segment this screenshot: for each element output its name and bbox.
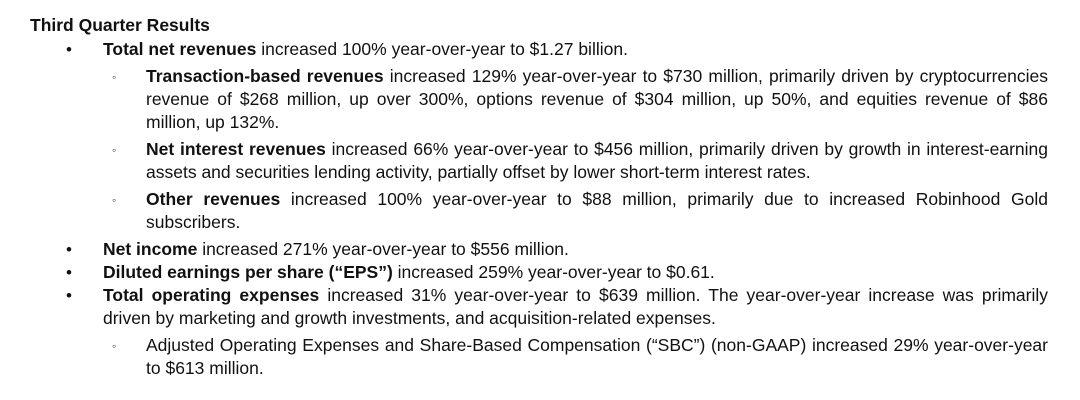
item-heading: Total operating expenses [103,285,320,305]
list-item-total-net-revenues [30,38,1048,61]
list-item-transaction-based-revenues [30,65,1048,134]
item-text: increased 259% year-over-year to $0.61. [392,262,715,282]
item-text: increased 31% year-over-year to $639 million. The year-over-year increase was primarily driven by marketing and growth investments, and acquisition-related expenses. [103,285,1049,328]
item-text: increased 66% year-over-year to $456 million, primarily driven by growth in interest-earning assets and securities lending activity, partially offset by lower short-term interest rates. [146,139,1049,182]
list-item-net-interest-revenues [30,138,1048,184]
sub-bullet-icon: ◦ [112,70,117,84]
item-text: Adjusted Operating Expenses and Share-Based Compensation (“SBC”) (non-GAAP) increased 29% year-over-year to $613 million. [146,335,1048,378]
item-text: increased 100% year-over-year to $1.27 billion. [256,39,628,59]
item-heading: Other revenues [146,189,281,209]
item-heading: Diluted earnings per share (“EPS”) [103,262,393,282]
item-text: increased 100% year-over-year to $88 million, primarily due to increased Robinhood Gold subscribers. [146,189,1048,232]
item-heading: Net income [103,239,198,259]
bullet-icon: • [66,286,72,305]
list-item-total-operating-expenses [30,284,1048,330]
bullet-icon: • [66,263,72,282]
list-item-net-income [30,238,1048,261]
sub-bullet-icon: ◦ [112,143,117,157]
item-text: increased 129% year-over-year to $730 million, primarily driven by cryptocurrencies revenue of $268 million, up over 300%, options revenue of $304 million, up 50%, and equities revenue of $86 million, up 132%. [146,66,1048,132]
item-heading: Transaction-based revenues [146,66,384,86]
results-list [30,38,1048,380]
bullet-icon: • [66,40,72,59]
list-item-diluted-eps [30,261,1048,284]
sub-bullet-icon: ◦ [112,193,117,207]
item-heading: Net interest revenues [146,139,326,159]
list-item-adjusted-operating-expenses [30,334,1048,380]
item-heading: Total net revenues [103,39,257,59]
list-item-other-revenues [30,188,1048,234]
sub-bullet-icon: ◦ [112,339,117,353]
section-title: Third Quarter Results [30,15,210,35]
bullet-icon: • [66,240,72,259]
item-text: increased 271% year-over-year to $556 million. [197,239,569,259]
